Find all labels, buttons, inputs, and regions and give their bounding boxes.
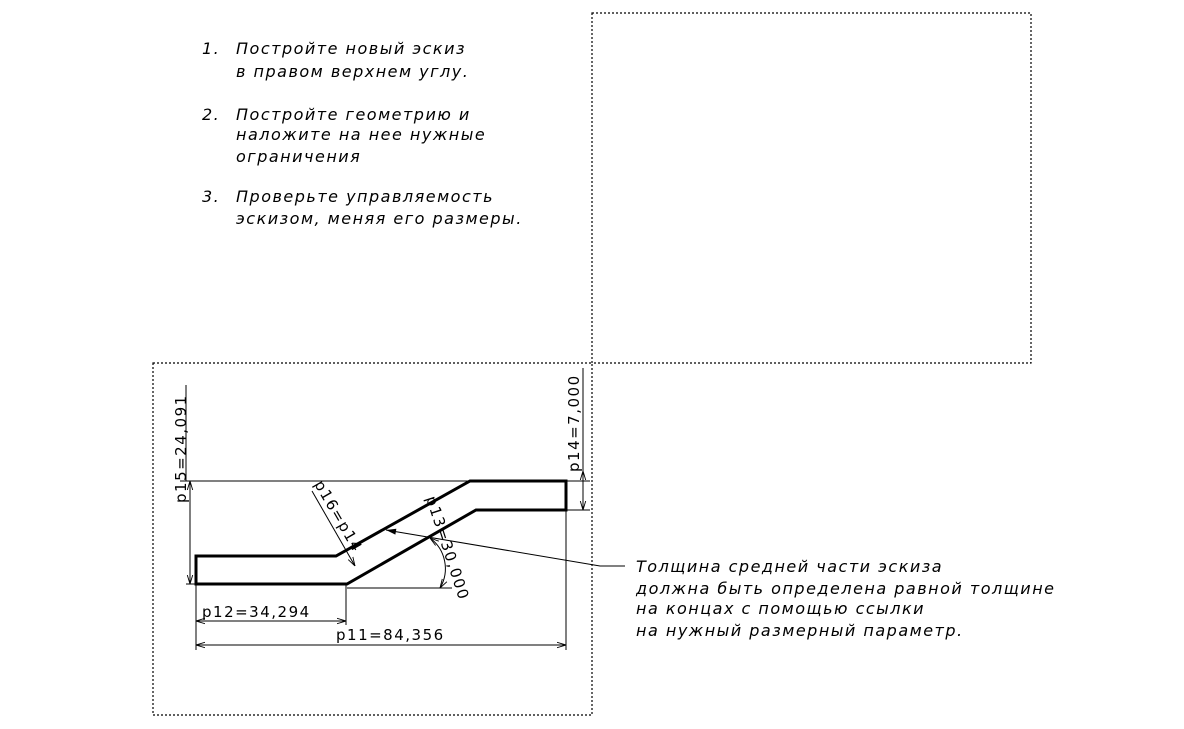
note-line-1: Толщина средней части эскиза: [636, 557, 944, 576]
instruction-2-line-3: ограничения: [236, 147, 362, 166]
instructions-list: [202, 39, 523, 228]
p14-dimension-label[interactable]: p14=7,000: [565, 374, 583, 472]
instruction-2-line-1: Постройте геометрию и: [236, 105, 471, 124]
p12-dimension-label[interactable]: p12=34,294: [202, 603, 311, 621]
instruction-1-line-1: Постройте новый эскиз: [236, 39, 466, 58]
new-sketch-frame[interactable]: [592, 13, 1031, 363]
note-line-3: на концах с помощью ссылки: [636, 599, 926, 618]
sketch-profile[interactable]: [196, 481, 566, 584]
instruction-1-number: 1.: [202, 39, 221, 58]
p11-dimension-label[interactable]: p11=84,356: [336, 626, 445, 644]
example-sketch-frame: [153, 363, 592, 715]
p15-dimension-label[interactable]: p15=24,091: [172, 394, 190, 503]
note-line-2: должна быть определена равной толщине: [636, 579, 1056, 598]
p13-dimension-label[interactable]: p13=30,000: [422, 493, 473, 603]
instruction-1-line-2: в правом верхнем углу.: [236, 62, 470, 81]
instruction-2-line-2: наложите на нее нужные: [236, 125, 487, 144]
instruction-2-number: 2.: [202, 105, 221, 124]
thickness-note: [635, 557, 1056, 640]
instruction-3-line-1: Проверьте управляемость: [236, 187, 495, 206]
note-line-4: на нужный размерный параметр.: [636, 621, 964, 640]
note-leader-line: [386, 530, 625, 566]
p16-dimension-label[interactable]: p16=p14: [310, 477, 367, 556]
instruction-3-number: 3.: [202, 187, 221, 206]
instruction-3-line-2: эскизом, меняя его размеры.: [236, 209, 523, 228]
